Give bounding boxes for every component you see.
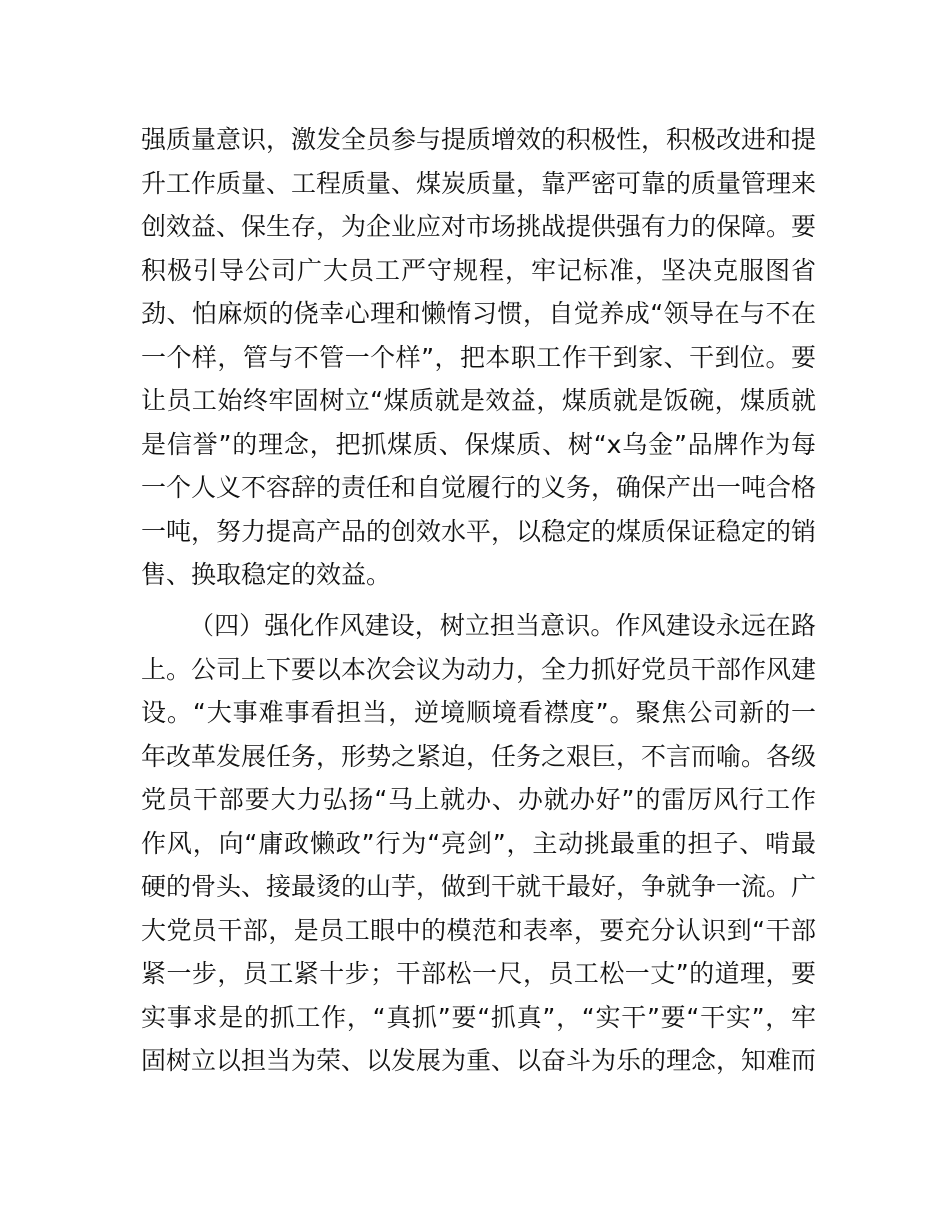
text-line: 升工作质量、工程质量、煤炭质量，靠严密可靠的质量管理来 (141, 168, 816, 198)
text-line: 劲、怕麻烦的侥幸心理和懒惰习惯，自觉养成“领导在与不在 (141, 299, 816, 328)
paragraph-work-style (141, 604, 816, 1083)
text-line: 党员干部要大力弘扬“马上就办、办就办好”的雷厉风行工作 (141, 785, 816, 814)
text-line: 年改革发展任务，形势之紧迫，任务之艰巨，不言而喻。各级 (141, 741, 816, 771)
text-line: 大党员干部，是员工眼中的模范和表率，要充分认识到“干部 (141, 915, 816, 945)
text-line: 设。“大事难事看担当，逆境顺境看襟度”。聚焦公司新的一 (141, 698, 816, 727)
text-line: 一个样，管与不管一个样”，把本职工作干到家、干到位。要 (141, 342, 816, 372)
text-line: 硬的骨头、接最烫的山芋，做到干就干最好，争就争一流。广 (141, 872, 816, 901)
text-line: 售、换取稳定的效益。 (141, 560, 392, 589)
text-line: 实事求是的抓工作，“真抓”要“抓真”，“实干”要“干实”，牢 (141, 1002, 816, 1032)
text-line: 创效益、保生存，为企业应对市场挑战提供强有力的保障。要 (141, 212, 816, 241)
text-line: 紧一步，员工紧十步；干部松一尺，员工松一丈”的道理，要 (141, 959, 816, 988)
paragraph-quality (141, 118, 816, 597)
text-line: 强质量意识，激发全员参与提质增效的积极性，积极改进和提 (141, 125, 816, 154)
text-line: 上。公司上下要以本次会议为动力，全力抓好党员干部作风建 (141, 654, 816, 684)
section-heading-line: （四）强化作风建设，树立担当意识。作风建设永远在路 (189, 611, 816, 640)
text-line: 积极引导公司广大员工严守规程，牢记标准，坚决克服图省 (141, 255, 816, 285)
text-line: 一吨，努力提高产品的创效水平，以稳定的煤质保证稳定的销 (141, 516, 816, 546)
text-line: 作风，向“庸政懒政”行为“亮剑”，主动挑最重的担子、啃最 (141, 828, 816, 858)
text-line: 固树立以担当为荣、以发展为重、以奋斗为乐的理念，知难而 (141, 1046, 816, 1075)
text-line: 让员工始终牢固树立“煤质就是效益，煤质就是饭碗，煤质就 (141, 386, 816, 415)
text-line: 是信誉”的理念，把抓煤质、保煤质、树“x乌金”品牌作为每 (141, 429, 816, 459)
text-line: 一个人义不容辞的责任和自觉履行的义务，确保产出一吨合格 (141, 473, 816, 502)
